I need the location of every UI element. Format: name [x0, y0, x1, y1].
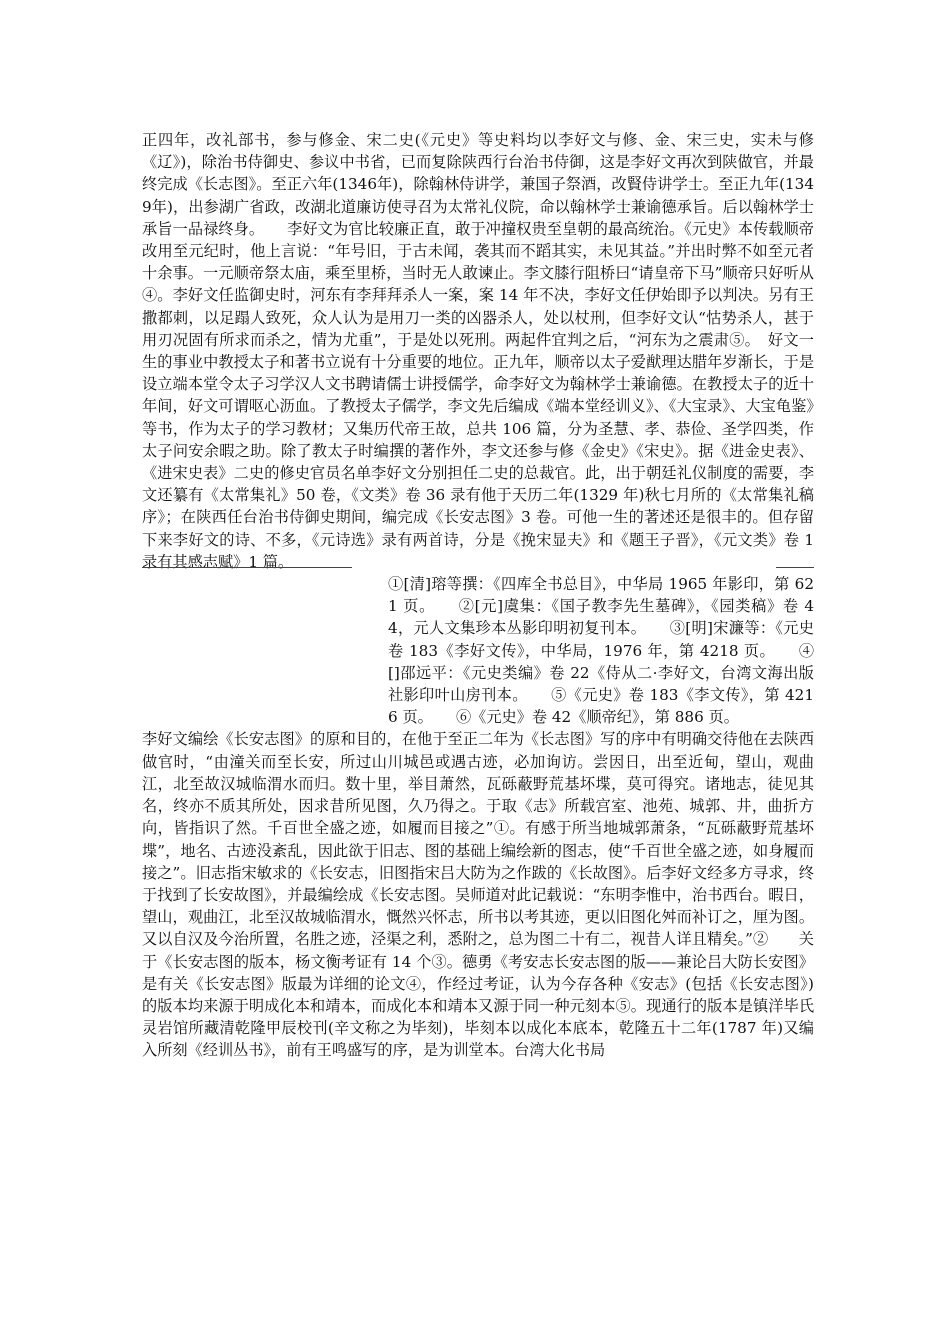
footnote-5: ⑤《元史》卷 183《李文传》，第 4216 页。 — [388, 686, 815, 727]
document-page — [142, 129, 814, 1062]
footnotes-block — [142, 573, 814, 728]
footnote-2: ②[元]虞集：《国子教李先生墓碑》，《园类稿》卷 44，元人文集珍本丛影印明初复刊本。 — [388, 597, 814, 638]
footnote-rule-left — [142, 567, 352, 568]
body-paragraph-1: 正四年，改礼部书，参与修金、宋二史(《元史》等史料均以李好文与修、金、宋三史，实未与修《辽》)，除治书侍御史、参议中书省，已而复除陕西行台治书侍御，这是李好文再次到陕做官，并最终完成《长志图》。至正六年(1346年)，除翰林侍讲学，兼国子祭酒，改賢侍讲学士。至正九年(1349年)，出参湖广省政，改湖北道廉访使寻召为太常礼仪院，命以翰林学士兼谕德承旨。后以翰林学士承旨一品禄终身。 李好文为官比较廉正直，敢于冲撞权贵至皇朝的最高统治。《元史》本传载顺帝改用至元纪时，他上言说：“年号旧，于古未闻，袭其而不蹈其实，未见其益。”并出时弊不如至元者十余事。一元顺帝祭太庙，乘至里桥，当时无人敢谏止。李文膝行阻桥曰“请皇帝下马”顺帝只好听从④。李好文任监御史时，河东有李拜拜杀人一案，案 14 年不决，李好文任伊始即予以判决。另有王撒都刺，以足蹋人致死，众人认为是用刀一类的凶器杀人，处以杖刑，但李好文认“怙势杀人，甚于用刃况固有所求而杀之，情为尤重”，于是处以死刑。两起件宜判之后，“河东为之震肃⑤。 好文一生的事业中教授太子和著书立说有十分重要的地位。正九年，顺帝以太子爱猷理达腊年岁渐长，于是设立端本堂令太子习学汉人文书聘请儒士讲授儒学，命李好文为翰林学士兼谕德。在教授太子的近十年间，好文可谓呕心沥血。了教授太子儒学，李文先后编成《端本堂经训义》、《大宝录》、大宝龟鉴》等书，作为太子的学习教材；又集历代帝王故，总共 106 篇，分为圣慧、孝、恭俭、圣学四类，作太子问安余暇之助。除了教太子时编撰的著作外，李文还参与修《金史》《宋史》。据《进金史表》、《进宋史表》二史的修史官员名单李好文分别担任二史的总裁官。此，出于朝廷礼仪制度的需要，李文还纂有《太常集礼》50 卷，《文类》卷 36 录有他于天历二年(1329 年)秋七月所的《太常集礼稿序》；在陕西任台治书侍御史期间，编完成《长安志图》3 卷。可他一生的著述还是很丰的。但存留下来李好文的诗、不多，《元诗选》录有两首诗，分是《挽宋显夫》和《题王子晋》，《元文类》卷 1 录有其感志赋》1 篇。 — [142, 131, 814, 571]
footnote-rule-right — [776, 567, 814, 568]
footnote-3: ③[明]宋濂等：《元史卷 183《李好文传》，中华局，1976 年，第 4218 页。 — [388, 619, 814, 660]
footnote-6: ⑥《元史》卷 42《顺帝纪》，第 886 页。 — [455, 708, 739, 727]
footnote-4: ④[]邵远平：《元史类编》卷 22《侍从二·李好文，台湾文海出版社影印叶山房刊本。 — [388, 641, 814, 705]
footnote-1: ①[清]瑢等撰：《四库全书总目》，中华局 1965 年影印，第 621 页。 — [388, 575, 814, 616]
body-paragraph-2: 李好文编绘《长安志图》的原和目的，在他于至正二年为《长志图》写的序中有明确交待他在去陕西做官时，“由潼关而至长安，所过山川城邑或遇古迹，必加询访。尝因日，出至近甸，望山，观曲江，北至故汉城临渭水而归。数十里，举目萧然，瓦砾蔽野荒基坏堞，莫可得究。诸地志，徒见其名，终亦不质其所处，因求昔所见图，久乃得之。于取《志》所载宫室、池苑、城郭、井，曲折方向，皆指识了然。千百世全盛之迹，如履而目接之”①。有感于所当地城郭萧条，“瓦砾蔽野荒基坏堞”，地名、古迹没紊乱，因此欲于旧志、图的基础上编绘新的图志，使“千百世全盛之迹，如身履而接之”。旧志指宋敏求的《长安志，旧图指宋吕大防为之作跋的《长故图》。后李好文经多方寻求，终于找到了长安故图》，并最编绘成《长安志图。吴师道对此记载说：“东明李惟中，治书西台。暇日，望山，观曲江，北至汉故城临渭水，慨然兴怀志，所书以考其迹，更以旧图化舛而补订之，厘为图。又以自汉及今治所置，名胜之迹，泾渠之利，悉附之，总为图二十有二，视昔人详且精矣。”② 关于《长安志图的版本，杨文衡考证有 14 个③。德勇《考安志长安志图的版——兼论吕大防长安图》是有关《长安志图》版最为详细的论文④，作经过考证，认为今存各种《安志》(包括《长安志图》)的版本均来源于明成化本和靖本，而成化本和靖本又源于同一种元刻本⑤。现通行的版本是镇洋毕氏灵岩馆所藏清乾隆甲辰校刊(辛文称之为毕刻)，毕刻本以成化本底本，乾隆五十二年(1787 年)又编入所刻《经训丛书》，前有王鸣盛写的序，是为训堂本。台湾大化书局 — [142, 730, 814, 1060]
